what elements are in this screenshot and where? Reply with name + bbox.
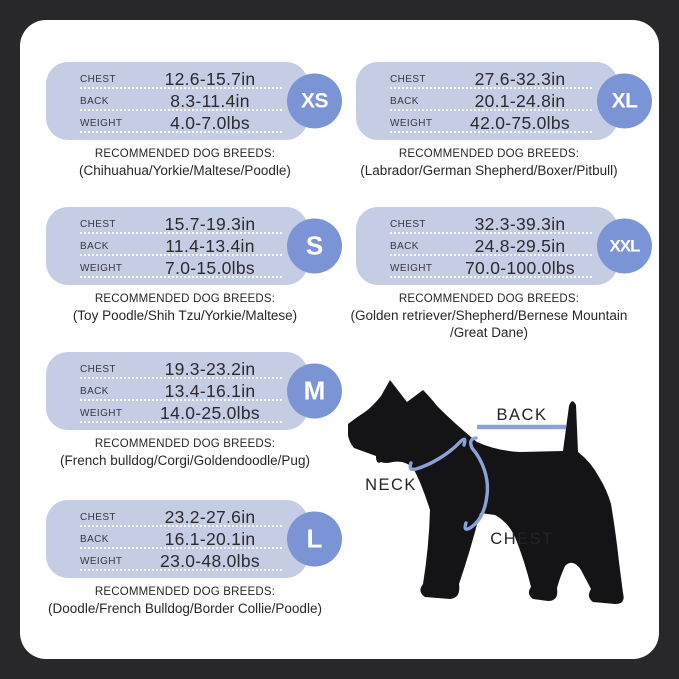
back-value: 13.4-16.1in (164, 380, 256, 401)
weight-value: 14.0-25.0lbs (160, 402, 260, 423)
neck-diagram-label: NECK (365, 476, 417, 494)
weight-value: 7.0-15.0lbs (165, 257, 255, 278)
chest-value: 23.2-27.6in (164, 506, 256, 527)
back-value: 20.1-24.8in (474, 90, 566, 111)
recommended-heading: RECOMMENDED DOG BREEDS: (94, 438, 276, 450)
breeds-list: (Golden retriever/Shepherd/Bernese Mountain (350, 308, 628, 323)
chest-diagram-label: CHEST (490, 530, 554, 548)
breeds-list: (Labrador/German Shepherd/Boxer/Pitbull) (360, 163, 618, 178)
dog-measurement-diagram (345, 372, 635, 622)
size-card-xs (46, 62, 328, 140)
size-badge-xl: XL (597, 74, 652, 129)
back-label: BACK (80, 240, 109, 252)
measurement-row-back (46, 90, 308, 112)
breeds-caption-m (30, 438, 340, 470)
back-label: BACK (390, 240, 419, 252)
recommended-heading: RECOMMENDED DOG BREEDS: (94, 148, 276, 160)
breeds-list-line2: /Great Dane) (449, 324, 529, 340)
chest-value: 32.3-39.3in (474, 213, 566, 234)
weight-value: 4.0-7.0lbs (170, 112, 250, 133)
chest-label: CHEST (80, 511, 116, 523)
measurement-row-back (46, 528, 308, 550)
weight-label: WEIGHT (390, 262, 433, 274)
measurement-row-chest (46, 213, 308, 235)
measurement-row-back (46, 380, 308, 402)
measurement-row-chest (46, 506, 308, 528)
breeds-caption-s (30, 293, 340, 325)
size-badge-s: S (287, 219, 342, 274)
back-value: 11.4-13.4in (165, 235, 255, 256)
breeds-caption-xl (334, 148, 644, 180)
chest-value: 15.7-19.3in (164, 213, 256, 234)
chest-label: CHEST (80, 218, 116, 230)
measurement-row-weight (356, 257, 618, 279)
recommended-heading: RECOMMENDED DOG BREEDS: (94, 293, 276, 305)
weight-label: WEIGHT (80, 117, 123, 129)
measurement-row-weight (46, 112, 308, 134)
back-label: BACK (390, 95, 419, 107)
back-diagram-label: BACK (496, 406, 548, 424)
chest-label: CHEST (390, 218, 426, 230)
chest-value: 19.3-23.2in (164, 358, 256, 379)
size-badge-l: L (287, 512, 342, 567)
weight-value: 42.0-75.0lbs (470, 112, 570, 133)
breeds-list: (Doodle/French Bulldog/Border Collie/Poodle) (48, 601, 322, 616)
weight-label: WEIGHT (80, 555, 123, 567)
size-card-xxl (356, 207, 640, 285)
breeds-list: (French bulldog/Corgi/Goldendoodle/Pug) (60, 453, 310, 468)
breeds-caption-xxl (334, 293, 644, 342)
size-card-l (46, 500, 323, 578)
back-label: BACK (80, 95, 109, 107)
measurement-row-back (46, 235, 308, 257)
size-badge-xxl: XXL (597, 219, 652, 274)
recommended-heading: RECOMMENDED DOG BREEDS: (398, 148, 580, 160)
size-chart-panel (20, 20, 659, 659)
size-badge-m: M (287, 364, 342, 419)
breeds-caption-xs (30, 148, 340, 180)
back-value: 24.8-29.5in (474, 235, 566, 256)
chest-value: 27.6-32.3in (474, 68, 566, 89)
measurement-row-weight (46, 402, 308, 424)
weight-label: WEIGHT (80, 407, 123, 419)
back-value: 16.1-20.1in (164, 528, 256, 549)
back-label: BACK (80, 533, 109, 545)
recommended-heading: RECOMMENDED DOG BREEDS: (94, 586, 276, 598)
chest-label: CHEST (390, 73, 426, 85)
chest-value: 12.6-15.7in (164, 68, 256, 89)
chest-label: CHEST (80, 73, 116, 85)
measurement-row-weight (46, 257, 308, 279)
measurement-row-chest (46, 358, 308, 380)
weight-label: WEIGHT (390, 117, 433, 129)
recommended-heading: RECOMMENDED DOG BREEDS: (398, 293, 580, 305)
back-label: BACK (80, 385, 109, 397)
measurement-row-back (356, 235, 618, 257)
weight-value: 23.0-48.0lbs (160, 550, 260, 571)
breeds-list: (Toy Poodle/Shih Tzu/Yorkie/Maltese) (72, 308, 298, 323)
dog-diagram-svg (345, 372, 635, 622)
measurement-row-weight (356, 112, 618, 134)
measurement-row-chest (46, 68, 308, 90)
chest-label: CHEST (80, 363, 116, 375)
breeds-caption-l (30, 586, 340, 618)
measurement-row-chest (356, 68, 618, 90)
measurement-row-chest (356, 213, 618, 235)
weight-label: WEIGHT (80, 262, 123, 274)
size-card-s (46, 207, 324, 285)
weight-value: 70.0-100.0lbs (465, 257, 575, 278)
size-badge-xs: XS (287, 74, 342, 129)
size-card-xl (356, 62, 638, 140)
breeds-list: (Chihuahua/Yorkie/Maltese/Poodle) (79, 163, 291, 178)
measurement-row-weight (46, 550, 308, 572)
measurement-row-back (356, 90, 618, 112)
size-card-m (46, 352, 326, 430)
back-value: 8.3-11.4in (170, 90, 250, 111)
